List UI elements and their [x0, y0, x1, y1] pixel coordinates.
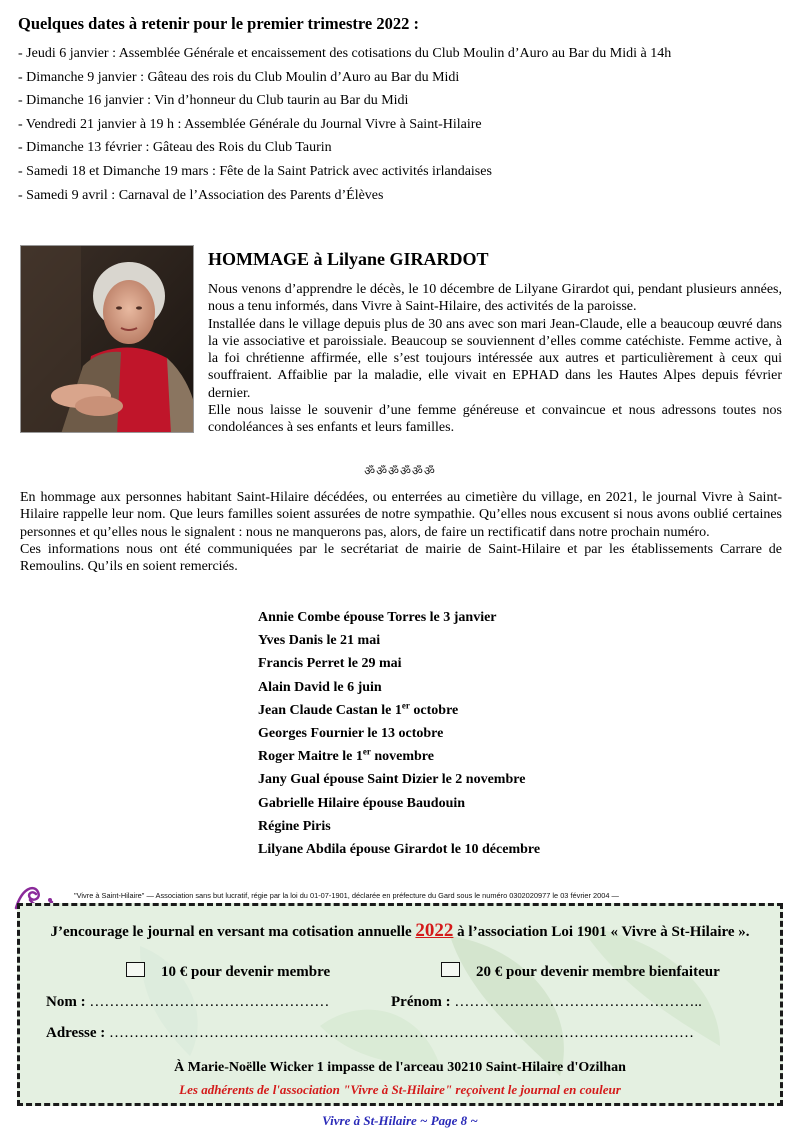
hommage-paragraph: Installée dans le village depuis plus de 30 ans avec son mari Jean-Claude, elle a beaucoup œuvré dans la vie associative et paroissiale. Beaucoup se souviennent d’elles comme catéchiste. Femme active, à la foi chrétienne affirmée, elle s’est toujours intéressée aux autres et particulièrement à ceux qui souffraient. Affaiblie par la maladie, elle vivait en EPHAD dans les Hautes Alpes depuis février dernier. — [208, 316, 782, 401]
deceased-item: Jany Gual épouse Saint Dizier le 2 novembre — [258, 772, 526, 788]
association-note: "Vivre à Saint-Hilaire" — Association sans but lucratif, régie par la loi du 01-07-1901, déclarée en préfecture du Gard sous le numéro 0302020977 le 03 février 2004 — — [74, 891, 619, 900]
hommage-title: HOMMAGE à Lilyane GIRARDOT — [208, 249, 489, 269]
deceased-item-text: Jean Claude Castan le 1 — [258, 702, 402, 718]
option-bienfaiteur[interactable] — [441, 962, 720, 981]
portrait-photo — [20, 245, 194, 433]
checkbox-membre[interactable] — [126, 962, 145, 977]
checkbox-bienfaiteur[interactable] — [441, 962, 460, 977]
mailing-address: À Marie-Noëlle Wicker 1 impasse de l'arceau 30210 Saint-Hilaire d'Ozilhan — [174, 1060, 626, 1075]
form-year: 2022 — [415, 920, 454, 941]
deceased-item: Francis Perret le 29 mai — [258, 656, 402, 672]
deceased-item: Lilyane Abdila épouse Girardot le 10 décembre — [258, 841, 541, 857]
date-item: - Dimanche 13 février : Gâteau des Rois du Club Taurin — [18, 140, 332, 156]
adresse-label: Adresse : — [46, 1025, 106, 1041]
hommage-text — [208, 281, 782, 437]
date-item: - Dimanche 16 janvier : Vin d’honneur du Club taurin au Bar du Midi — [18, 93, 409, 109]
date-item: - Dimanche 9 janvier : Gâteau des rois du Club Moulin d’Auro au Bar du Midi — [18, 69, 460, 85]
dates-list — [18, 44, 671, 209]
dates-title: Quelques dates à retenir pour le premier trimestre 2022 : — [18, 14, 419, 33]
deceased-item-text: octobre — [409, 702, 459, 718]
date-item: - Samedi 9 avril : Carnaval de l’Association des Parents d’Élèves — [18, 187, 384, 203]
intro-paragraph: En hommage aux personnes habitant Saint-Hilaire décédées, ou enterrées au cimetière du village, en 2021, le journal Vivre à Saint-Hilaire rappelle leur nom. Que leurs familles soient assurées de notre sympathie. Qu’elles nous excusent si nous avons oublié certaines personnes et qu’elles nous le signalent : nous ne manquerons pas, alors, de faire un rectificatif dans notre prochain numéro. — [20, 490, 782, 540]
deceased-list — [258, 608, 540, 863]
option-label: 20 € pour devenir membre bienfaiteur — [476, 964, 720, 980]
nom-label: Nom : — [46, 994, 86, 1010]
adresse-field[interactable] — [46, 1025, 694, 1042]
deceased-item: Gabrielle Hilaire épouse Baudouin — [258, 795, 466, 811]
deceased-item: Georges Fournier le 13 octobre — [258, 725, 444, 741]
option-label: 10 € pour devenir membre — [161, 964, 331, 980]
memorial-intro — [20, 489, 782, 575]
ordinal-suffix: er — [401, 700, 410, 711]
option-membre[interactable] — [126, 962, 330, 981]
deceased-item — [258, 747, 540, 770]
portrait-illustration — [21, 246, 194, 433]
deceased-item: Yves Danis le 21 mai — [258, 633, 381, 649]
color-note: Les adhérents de l'association "Vivre à St-Hilaire" reçoivent le journal en couleur — [179, 1082, 621, 1097]
prenom-blank[interactable]: ………………………………………….. — [454, 994, 702, 1010]
hommage-paragraph: Elle nous laisse le souvenir d’une femme généreuse et convaincue et nous adressons toutes nos condoléances à ses enfants et leurs familles. — [208, 403, 782, 436]
form-heading — [20, 920, 780, 942]
adresse-blank[interactable]: ……………………………………………………………………………………………………… — [109, 1025, 695, 1041]
hommage-paragraph: Nous venons d’apprendre le décès, le 10 décembre de Lilyane Girardot qui, pendant plusieurs années, nous a tenu informés, dans Vivre à Saint-Hilaire, des activités de la paroisse. — [208, 282, 782, 315]
page-footer: Vivre à St-Hilaire ~ Page 8 ~ — [322, 1113, 478, 1128]
deceased-item: Alain David le 6 juin — [258, 679, 382, 695]
date-item: - Jeudi 6 janvier : Assemblée Générale et encaissement des cotisations du Club Moulin d’Auro au Bar du Midi à 14h — [18, 46, 672, 61]
intro-paragraph: Ces informations nous ont été communiquées par le secrétariat de mairie de Saint-Hilaire et par les établissements Carrare de Remoulins. Qu’ils en soient remerciés. — [20, 541, 782, 575]
date-item: - Samedi 18 et Dimanche 19 mars : Fête de la Saint Patrick avec activités irlandaises — [18, 163, 492, 179]
form-heading-text: J’encourage le journal en versant ma cotisation annuelle — [50, 924, 412, 940]
deceased-item: Régine Piris — [258, 818, 331, 834]
deceased-item-text: Roger Maitre le 1 — [258, 749, 363, 765]
deceased-item-text: novembre — [370, 749, 434, 765]
deceased-item — [258, 701, 540, 724]
form-heading-text: à l’association Loi 1901 « Vivre à St-Hilaire ». — [457, 924, 750, 940]
ordinal-suffix: er — [362, 746, 371, 757]
nom-blank[interactable]: ………………………………………… — [89, 994, 330, 1010]
ornament-divider: ॐॐॐॐॐॐ — [364, 464, 436, 478]
prenom-label: Prénom : — [391, 994, 451, 1010]
deceased-item: Annie Combe épouse Torres le 3 janvier — [258, 610, 497, 625]
nom-field[interactable] — [46, 994, 329, 1011]
date-item: - Vendredi 21 janvier à 19 h : Assemblée Générale du Journal Vivre à Saint-Hilaire — [18, 116, 482, 132]
prenom-field[interactable] — [391, 994, 702, 1011]
membership-form — [17, 903, 783, 1106]
